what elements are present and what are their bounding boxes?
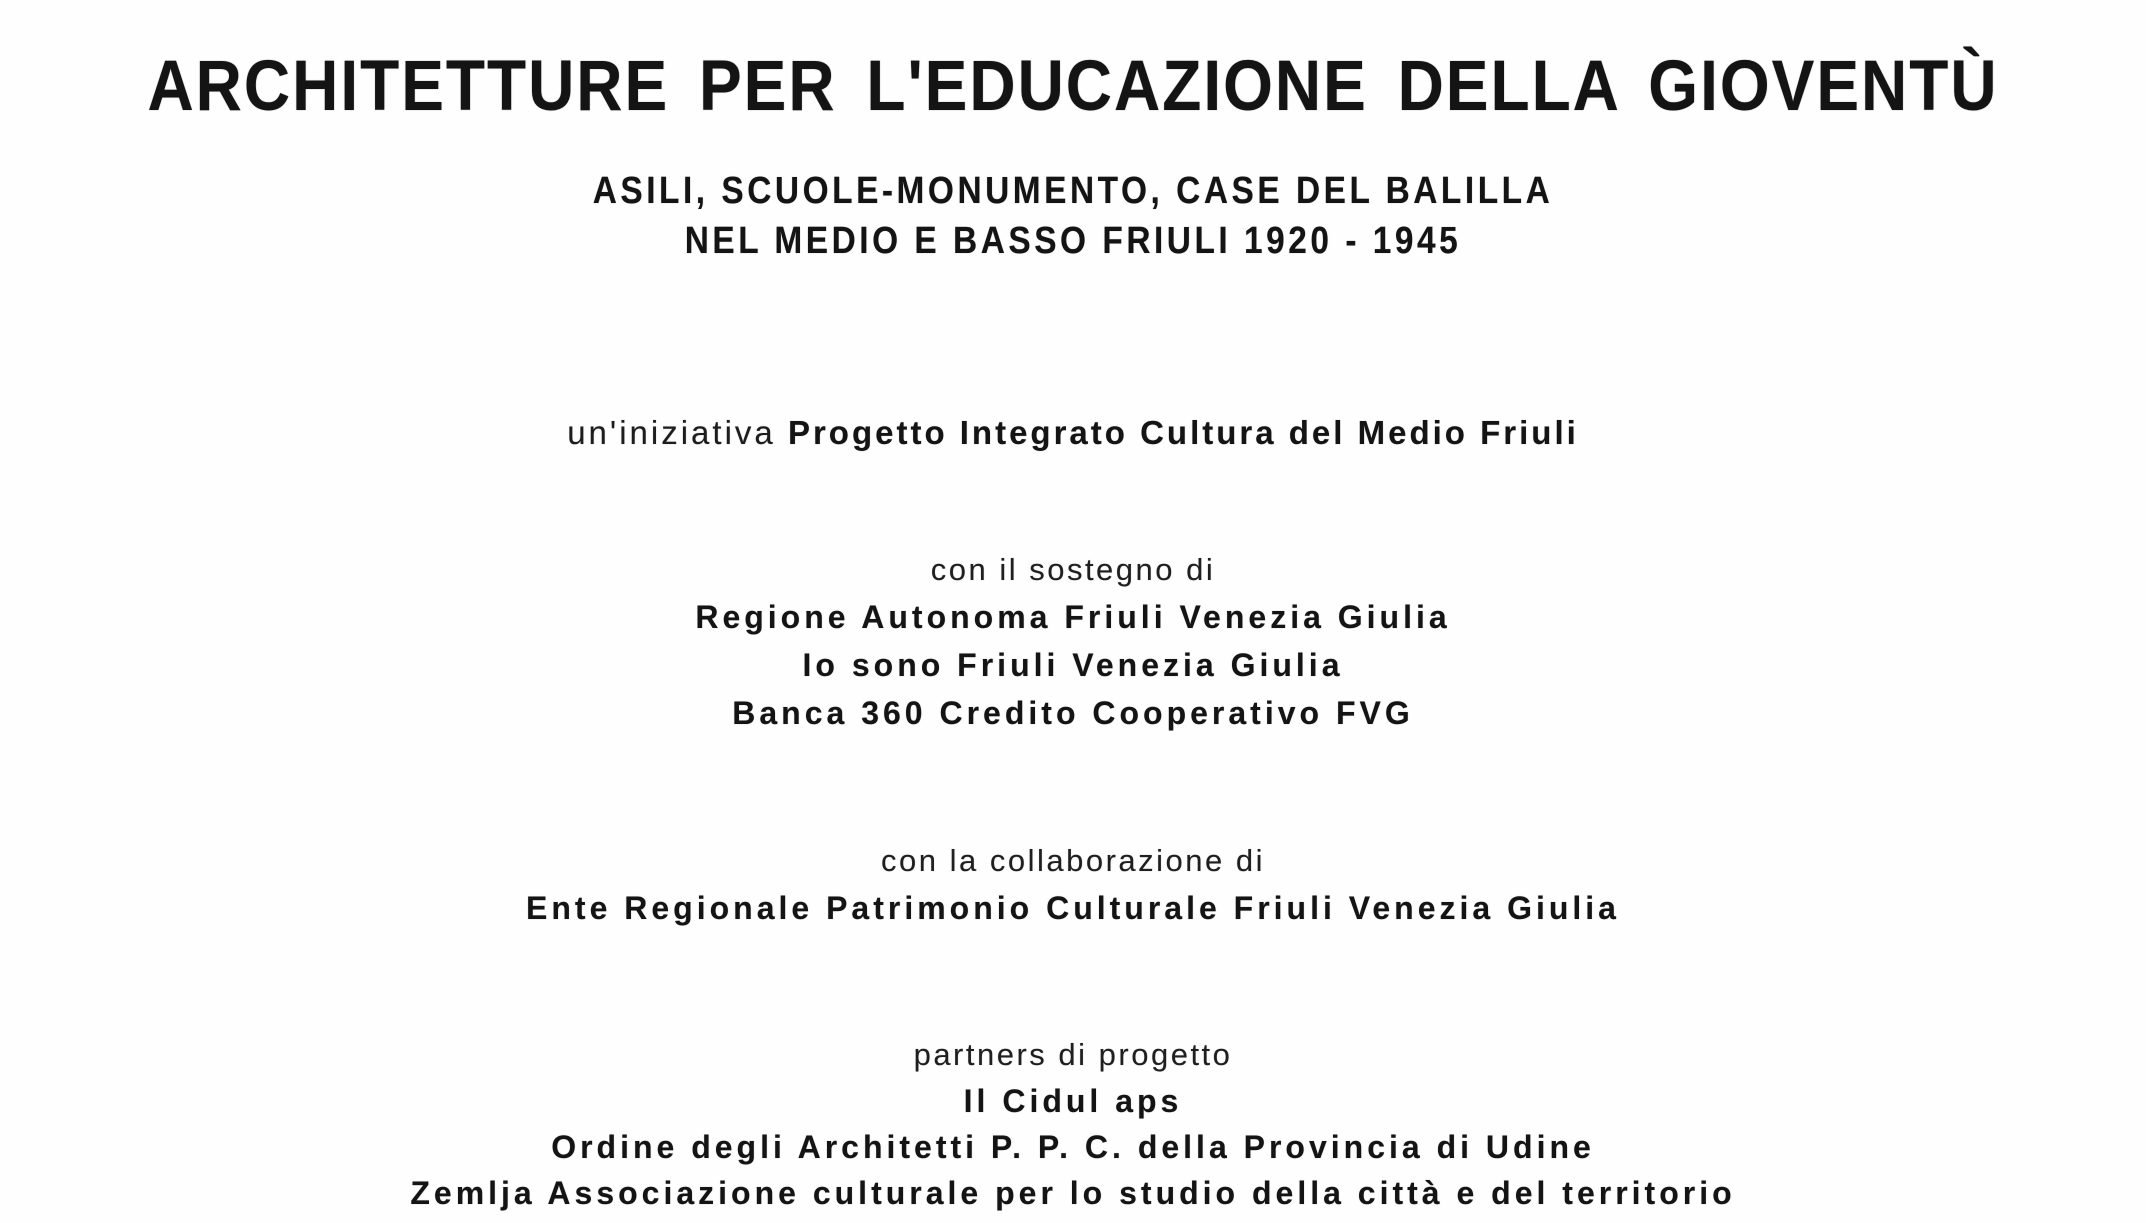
support-entry-regione: Regione Autonoma Friuli Venezia Giulia [695,599,1451,635]
partners-entry-zemlja: Zemlja Associazione culturale per lo studio della città e del territorio [410,1175,1736,1211]
support-heading: con il sostegno di [930,552,1216,587]
subtitle-line-1: ASILI, SCUOLE-MONUMENTO, CASE DEL BALILLA [592,170,1554,212]
collaboration-heading: con la collaborazione di [881,843,1265,878]
poster-title: ARCHITETTURE PER L'EDUCAZIONE DELLA GIOVENTÙ [147,45,1999,126]
section-support [0,547,2146,737]
section-partners [0,1032,2146,1216]
initiative-prefix: un'iniziativa [567,414,776,451]
support-entry-banca360: Banca 360 Credito Cooperativo FVG [732,695,1414,731]
section-collaboration [0,838,2146,932]
initiative-name: Progetto Integrato Cultura del Medio Friuli [787,414,1579,451]
partners-entry-ordine-architetti: Ordine degli Architetti P. P. C. della Provincia di Udine [551,1129,1595,1165]
partners-entry-cidul: Il Cidul aps [963,1083,1183,1119]
subtitle-line-2: NEL MEDIO E BASSO FRIULI 1920 - 1945 [684,220,1462,262]
poster-subtitle [0,166,2146,266]
partners-heading: partners di progetto [913,1037,1233,1072]
support-entry-iosono: Io sono Friuli Venezia Giulia [802,647,1344,683]
collaboration-entry-erpac: Ente Regionale Patrimonio Culturale Friuli Venezia Giulia [526,890,1620,926]
initiative-line [0,409,2146,457]
